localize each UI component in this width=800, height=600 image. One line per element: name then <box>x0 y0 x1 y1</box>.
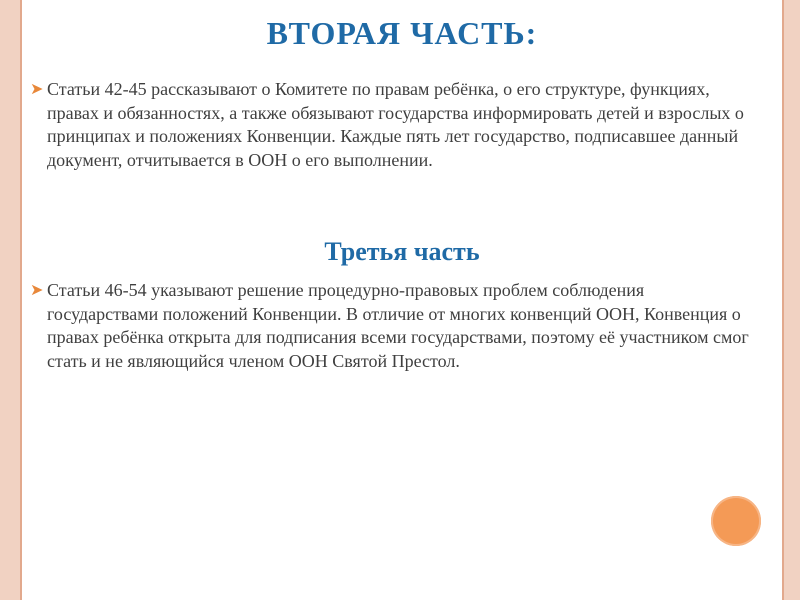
paragraph-part-three <box>30 279 757 373</box>
right-border <box>782 0 800 600</box>
section-subtitle: Третья часть <box>324 237 480 266</box>
paragraph-part-two <box>30 78 757 172</box>
paragraph-part-two-text: Статьи 42-45 рассказывают о Комитете по правам ребёнка, о его структуре, функциях, правах и обязанностях, а также обязывают государства информировать детей и взрослых о принципах и положениях Конвенции. Каждые пять лет государство, подписавшее данный документ, отчитывается в ООН о его выполнении. <box>47 79 744 170</box>
triangle-bullet-icon: ➤ <box>30 81 44 98</box>
orange-circle-icon <box>711 496 761 546</box>
left-border <box>0 0 22 600</box>
triangle-bullet-icon: ➤ <box>30 282 44 299</box>
paragraph-part-three-text: Статьи 46-54 указывают решение процедурно-правовых проблем соблюдения государствами положений Конвенции. В отличие от многих конвенций ООН, Конвенция о правах ребёнка открыта для подписания всеми государствами, поэтому её участником смог стать и не являющийся членом ООН Святой Престол. <box>47 280 749 371</box>
slide-title: ВТОРАЯ ЧАСТЬ: <box>266 15 538 51</box>
